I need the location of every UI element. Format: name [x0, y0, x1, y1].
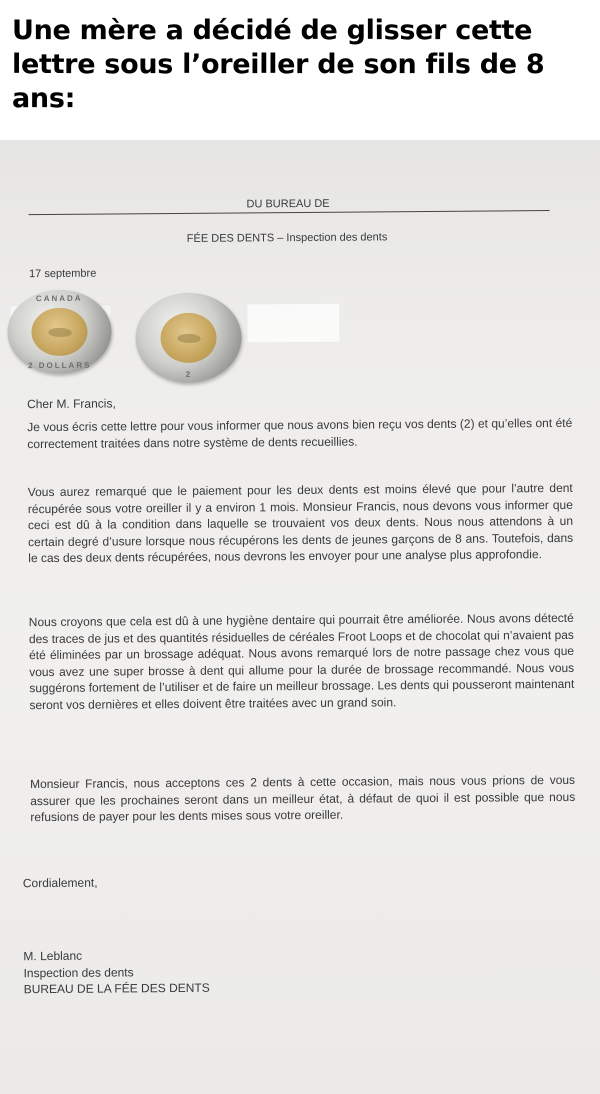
letter-date: 17 septembre: [28, 267, 97, 281]
coin-center: [31, 308, 87, 356]
coin-rim-text-top: [135, 296, 241, 297]
letter-signature: [23, 947, 209, 998]
toonie-coin-bear: [135, 292, 242, 383]
coin-rim-text-top: CANADA: [35, 293, 83, 304]
signature-office: BUREAU DE LA FÉE DES DENTS: [23, 980, 210, 997]
coin-center: [160, 313, 216, 363]
coin-rim-text-bottom: 2: [185, 369, 193, 379]
header-rule: [29, 210, 550, 215]
letter-paragraph-3: Nous croyons que cela est dû à une hygiène dentaire qui pourrait être améliorée. Nous avons détecté des traces de jus et des quantités résiduelles de céréales Froot Loops et de chocolat qui n’avaient pas été éliminées par un brossage adéquat. Nous avons remarqué lors de notre passage chez vous que vous avez une super brosse à dent qui allume pour la durée de brossage recommandé. Nous vous suggérons fortement de l’utiliser et de faire un meilleur brossage. Les dents qui pousseront maintenant seront vos dernières et elles doivent être traitées avec un grand soin.: [28, 610, 575, 712]
letter-closing: Cordialement,: [22, 875, 98, 891]
letter-salutation: Cher M. Francis,: [27, 396, 116, 412]
signature-title: Inspection des dents: [23, 964, 134, 980]
meme-caption: Une mère a décidé de glisser cette lettre sous l’oreiller de son fils de 8 ans:: [12, 15, 545, 114]
signature-name: M. Leblanc: [23, 948, 83, 964]
tape-strip: [246, 303, 340, 344]
polar-bear-icon: [48, 328, 72, 337]
letter-sheet: [0, 140, 600, 1094]
coin-rim-text-bottom: 2 DOLLARS: [28, 360, 92, 371]
toonie-coin-canada: [7, 289, 112, 374]
letter-header-department: FÉE DES DENTS – Inspection des dents: [186, 231, 388, 245]
letter-photo: [0, 140, 600, 1094]
letter-header-office: DU BUREAU DE: [246, 197, 330, 211]
polar-bear-icon: [177, 334, 201, 343]
letter-paragraph-4: Monsieur Francis, nous acceptons ces 2 dents à cette occasion, mais nous vous prions de vous assurer que les prochaines seront dans un meilleur état, à défaut de quoi il est possible que nous refusions de payer pour les dents mises sous votre oreiller.: [29, 772, 576, 825]
letter-paragraph-2: Vous aurez remarqué que le paiement pour les deux dents est moins élevé que pour l’autre dent récupérée sous votre oreiller il y a environ 1 mois. Monsieur Francis, nous devons vous informer que ceci est dû à la condition dans laquelle se trouvaient vos deux dents. Nous nous attendons à un certain degré d’usure lorsque nous récupérons les dents de jeunes garçons de 8 ans. Toutefois, dans le cas des deux dents récupérées, nous devrons les envoyer pour une analyse plus approfondie.: [27, 480, 574, 566]
letter-paragraph-1: Je vous écris cette lettre pour vous informer que nous avons bien reçu vos dents (2) et qu’elles ont été correctement traitées dans notre système de dents recueillies.: [27, 415, 573, 451]
